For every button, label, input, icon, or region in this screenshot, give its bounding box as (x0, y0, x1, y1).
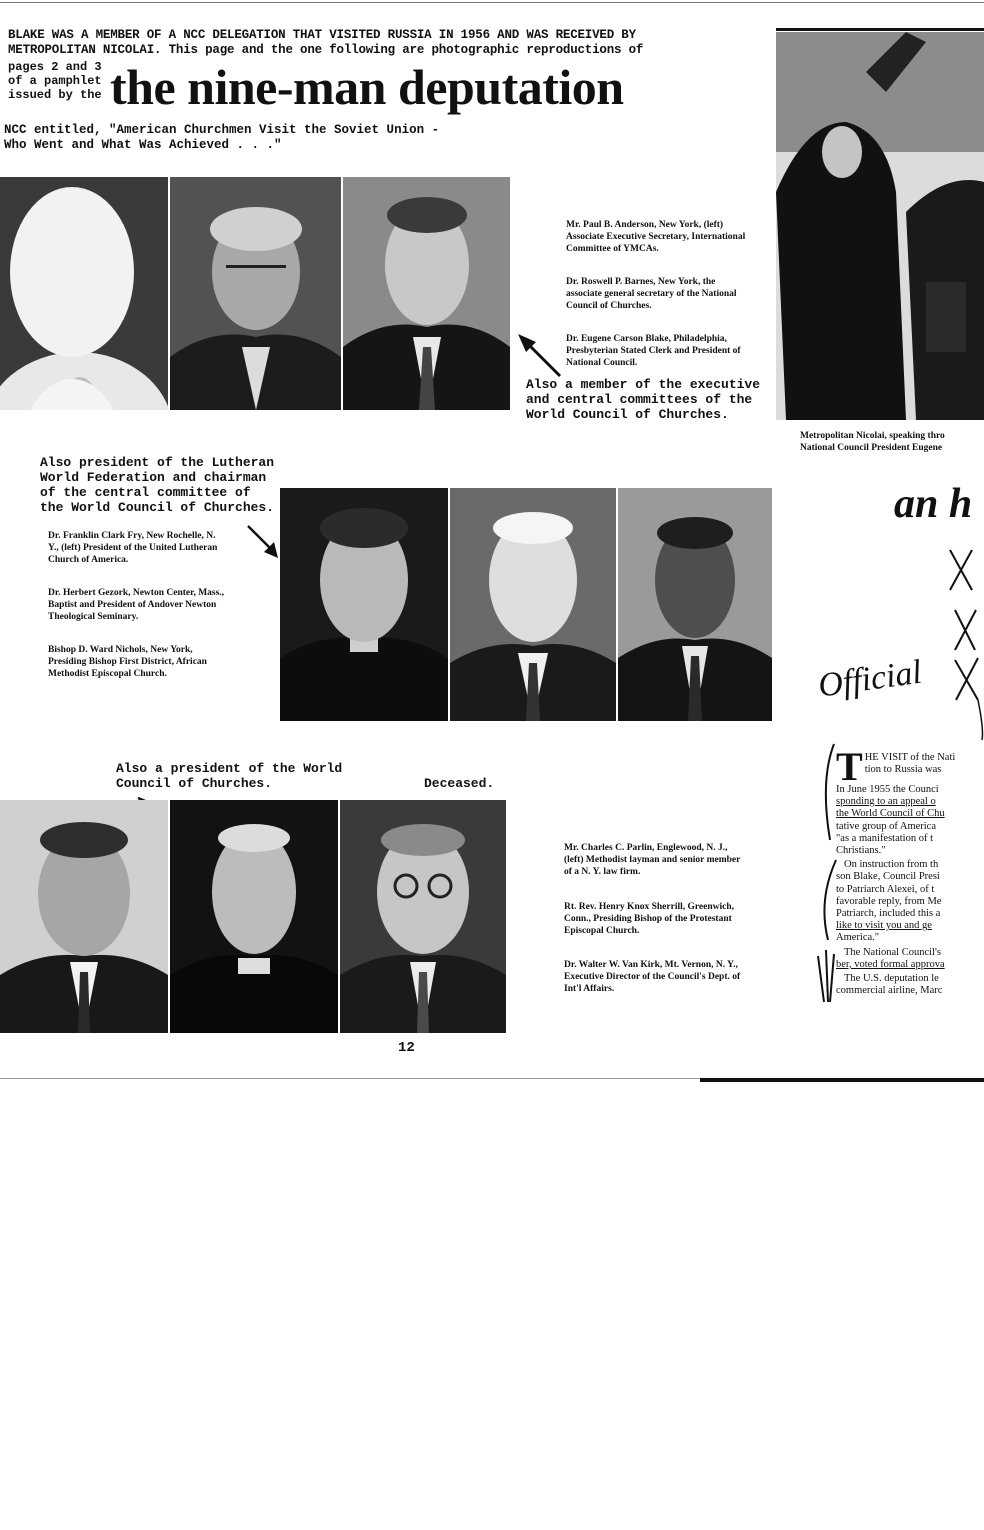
page-title: the nine-man deputation (110, 59, 624, 115)
article-paragraph-3 (836, 947, 984, 971)
article-line: Patriarch, included this a (836, 908, 941, 920)
article-line: favorable reply, from Me (836, 895, 942, 907)
article-paragraph-2 (836, 859, 984, 944)
portrait-nichols (618, 488, 772, 721)
arrow-icon (244, 522, 284, 562)
header-note-line-3: NCC entitled, "American Churchmen Visit the Soviet Union - (4, 123, 440, 137)
article-paragraph-4 (836, 973, 984, 997)
article-line: to Patriarch Alexei, of t (836, 883, 935, 895)
drop-cap: T (836, 752, 863, 789)
article-line: The National Council's (844, 946, 941, 958)
article-line: tative group of America (836, 820, 937, 832)
caption-nichols: Bishop D. Ward Nichols, New York, Presiding Bishop First District, African Methodist Episcopal Church. (48, 645, 207, 679)
portrait-van-kirk (340, 800, 506, 1033)
top-border (0, 2, 984, 3)
page-number: 12 (398, 1040, 415, 1056)
caption-van-kirk: Dr. Walter W. Van Kirk, Mt. Vernon, N. Y., Executive Director of the Council's Dept. of Int'l Affairs. (564, 960, 741, 994)
header-note-line-4: Who Went and What Was Achieved . . ." (4, 138, 282, 152)
arrow-icon (514, 332, 564, 378)
article-line: son Blake, Council Presi (836, 871, 940, 883)
photo-caption-line-2: National Council President Eugene (800, 443, 943, 453)
handwritten-marks (800, 540, 984, 750)
portrait-blake (343, 177, 510, 410)
article-line: ber, voted formal approva (836, 958, 945, 970)
note-sherrill: Also a president of the World Council of Churches. (116, 761, 343, 791)
article-line: HE VISIT of the Nati (864, 752, 956, 763)
right-page-rule (776, 28, 984, 31)
portrait-gezork (450, 488, 616, 721)
caption-barnes: Dr. Roswell P. Barnes, New York, the associate general secretary of the National Council of Churches. (566, 277, 737, 311)
portrait-anderson (0, 177, 168, 410)
caption-fry: Dr. Franklin Clark Fry, New Rochelle, N. Y., (left) President of the United Lutheran Church of America. (48, 531, 218, 565)
article-text (836, 752, 984, 999)
portrait-parlin (0, 800, 168, 1033)
bottom-divider (700, 1078, 984, 1082)
article-line: commercial airline, Marc (836, 985, 943, 997)
note-fry: Also president of the Lutheran World Federation and chairman of the central committee of the World Council of Churches. (40, 455, 275, 515)
note-blake: Also a member of the executive and central committees of the World Council of Churches. (526, 377, 761, 422)
portrait-fry (280, 488, 448, 721)
caption-anderson: Mr. Paul B. Anderson, New York, (left) Associate Executive Secretary, International Committee of YMCAs. (566, 220, 746, 254)
photo-caption (800, 430, 984, 454)
article-line: America." (836, 932, 880, 944)
handwritten-bracket (814, 740, 840, 1010)
article-line: On instruction from th (844, 859, 939, 871)
article-line: Christians." (836, 845, 886, 857)
handwritten-official: Official (816, 653, 925, 705)
article-line: The U.S. deputation le (844, 973, 939, 985)
header-note-line-2: METROPOLITAN NICOLAI. This page and the one following are photographic reproductions of (8, 43, 644, 57)
article-paragraph-1 (836, 752, 984, 857)
caption-blake: Dr. Eugene Carson Blake, Philadelphia, Presbyterian Stated Clerk and President of National Council. (566, 334, 741, 368)
photo-caption-line-1: Metropolitan Nicolai, speaking thro (800, 431, 945, 441)
note-deceased: Deceased. (424, 776, 495, 791)
portrait-sherrill (170, 800, 338, 1033)
article-line: tion to Russia was (864, 764, 942, 776)
article-line: In June 1955 the Counci (836, 784, 939, 795)
caption-sherrill: Rt. Rev. Henry Knox Sherrill, Greenwich, Conn., Presiding Bishop of the Protestant Episcopal Church. (564, 902, 735, 936)
portrait-barnes (170, 177, 341, 410)
article-line: sponding to an appeal o (836, 796, 936, 808)
side-note: pages 2 and 3 of a pamphlet issued by the (8, 60, 102, 102)
article-line: like to visit you and ge (836, 920, 932, 932)
article-line: the World Council of Chu (836, 808, 945, 820)
header-note-line-1: BLAKE WAS A MEMBER OF A NCC DELEGATION THAT VISITED RUSSIA IN 1956 AND WAS RECEIVED BY (8, 28, 636, 42)
photo-metropolitan-nicolai (776, 32, 984, 420)
caption-gezork: Dr. Herbert Gezork, Newton Center, Mass., Baptist and President of Andover Newton Theological Seminary. (48, 588, 225, 622)
header-note-2 (4, 123, 474, 153)
article-heading: an h (894, 481, 973, 527)
article-line: "as a manifestation of t (836, 832, 934, 844)
caption-parlin: Mr. Charles C. Parlin, Englewood, N. J., (left) Methodist layman and senior member of a N. Y. law firm. (564, 843, 741, 877)
